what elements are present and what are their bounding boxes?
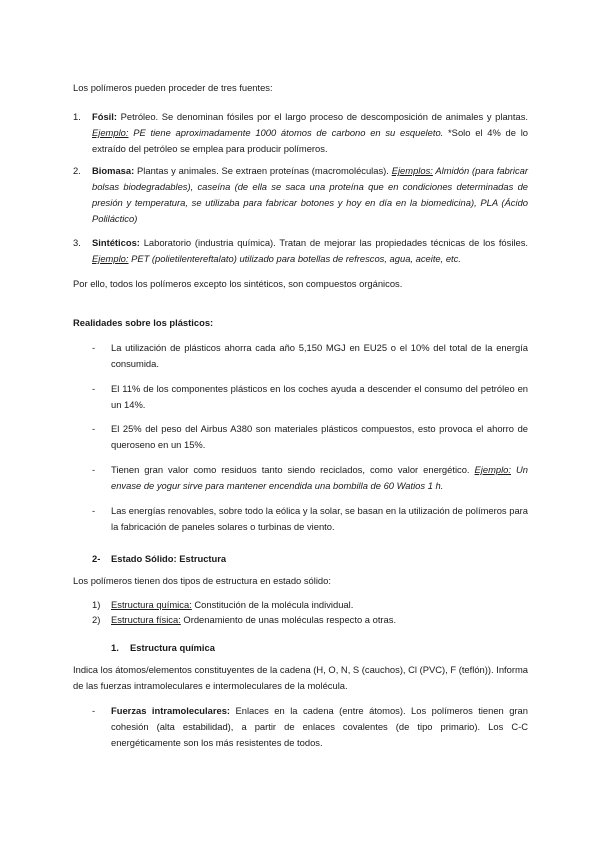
list-item: La utilización de plásticos ahorra cada año 5,150 MGJ en EU25 o el 10% del total de la energía consumida. [111, 342, 528, 369]
type-item: Estructura física: Ordenamiento de unas moléculas respecto a otras. [111, 614, 397, 625]
subsection-number: 1. [111, 642, 119, 653]
section-heading: Estado Sólido: Estructura [111, 553, 227, 564]
type-item: Estructura química: Constitución de la molécula individual. [111, 599, 354, 610]
source-text: Sintéticos: Laboratorio (industria química). Tratan de mejorar las propiedades técnicas de los fósiles. Ejemplo: PET (polietilentereftalato) utilizado para botellas de refrescos, agua, aceite, etc. [92, 237, 528, 264]
source-title: Biomasa: [92, 165, 135, 176]
section-number: 2- [92, 553, 101, 564]
type-label: Estructura física: [111, 614, 181, 625]
example-label: Ejemplos: [391, 165, 433, 176]
bullet-dash: - [92, 342, 96, 353]
list-item: Las energías renovables, sobre todo la eólica y la solar, se basan en la utilización de polímeros para la fabricación de paneles solares o turbinas de viento. [111, 505, 528, 532]
example-label: Ejemplo: [92, 127, 129, 138]
list-item: El 11% de los componentes plásticos en los coches ayuda a descender el consumo del petróleo en un 14%. [111, 383, 528, 410]
source-number: 3. [73, 237, 81, 248]
source-text: Fósil: Petróleo. Se denominan fósiles por el largo proceso de descomposición de animales y plantas. Ejemplo: PE tiene aproximadamente 1000 átomos de carbono en su esqueleto. *Solo el 4% de lo extraído del petróleo se emplea para producir polímeros. [92, 111, 528, 154]
example-label: Ejemplo: [474, 464, 512, 475]
subsection-heading: Estructura química [130, 642, 215, 653]
list-item: El 25% del peso del Airbus A380 son materiales plásticos compuestos, esto provoca el ahorro de queroseno en un 15%. [111, 423, 528, 450]
forces-item: Fuerzas intramoleculares: Enlaces en la cadena (entre átomos). Los polímeros tienen gran cohesión (alta estabilidad), a partir de enlaces covalentes (de tipo primario). Los C-C energéticamente son los más resistentes de todos. [111, 705, 528, 748]
example-label: Ejemplo: [92, 253, 129, 264]
source-title: Sintéticos: [92, 237, 140, 248]
bullet-dash: - [92, 423, 96, 434]
bullet-dash: - [92, 705, 96, 716]
type-number: 2) [92, 614, 101, 625]
structure-paragraph: Indica los átomos/elementos constituyentes de la cadena (H, O, N, S (cauchos), Cl (PVC), F (teflón)). Informa de las fuerzas intramoleculares e intermoleculares de la molécula. [73, 664, 528, 691]
list-item: Tienen gran valor como residuos tanto siendo reciclados, como valor energético. Ejemplo: Un envase de yogur sirve para mantener encendida una bombilla de 60 Watios 1 h. [111, 464, 528, 491]
section-intro: Los polímeros tienen dos tipos de estructura en estado sólido: [73, 575, 331, 586]
realities-heading: Realidades sobre los plásticos: [73, 317, 214, 328]
type-number: 1) [92, 599, 101, 610]
type-label: Estructura química: [111, 599, 192, 610]
source-title: Fósil: [92, 111, 117, 122]
source-number: 2. [73, 165, 81, 176]
bullet-dash: - [92, 505, 96, 516]
forces-label: Fuerzas intramoleculares: [111, 705, 231, 716]
intro-text: Los polímeros pueden proceder de tres fuentes: [73, 82, 273, 93]
source-number: 1. [73, 111, 81, 122]
source-text: Biomasa: Plantas y animales. Se extraen proteínas (macromoléculas). Ejemplos: Almidón (para fabricar bolsas biodegradables), caseína (de ella se saca una proteína que en condiciones determinadas de presión y temperatura, se utilizaba para fabricar botones y hoy en día en la biomedicina), PLA (Ácido Poliláctico) [92, 165, 528, 224]
bullet-dash: - [92, 383, 96, 394]
bullet-dash: - [92, 464, 96, 475]
conclusion-text: Por ello, todos los polímeros excepto los sintéticos, son compuestos orgánicos. [73, 278, 403, 289]
